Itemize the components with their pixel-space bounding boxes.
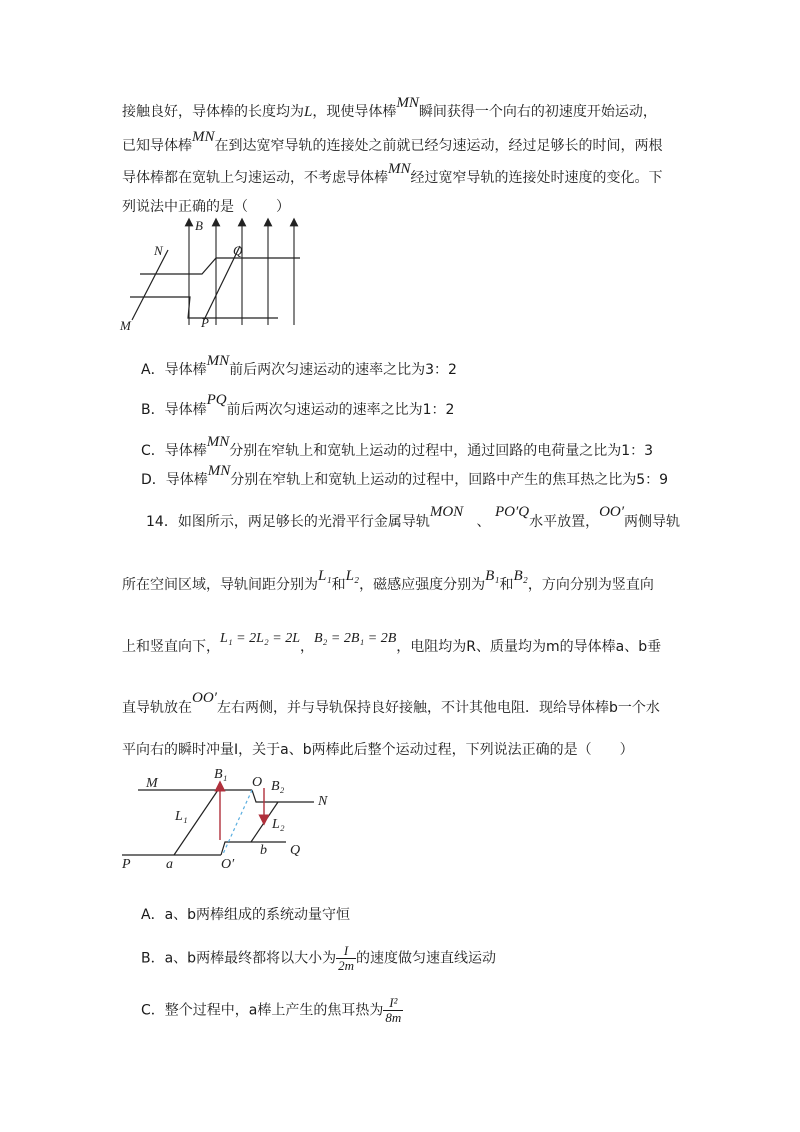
math-OO-prime: OO′ xyxy=(599,504,625,520)
label-B1: B₁ xyxy=(214,767,228,782)
math-MN: MN xyxy=(388,161,411,177)
math-PQ: PQ xyxy=(206,392,227,408)
math-B1: B₁ xyxy=(485,568,500,584)
fraction-I2-over-8m: $\frac{\text{I²}}{8m}$ xyxy=(385,995,402,1025)
fraction-I-over-2m: $\frac{I}{2m}$ xyxy=(338,943,354,973)
math-eq-B: B₂ = 2B₁ = 2B xyxy=(314,631,397,646)
q13-line-1: 接触良好，导体棒的长度均为L，现使导体棒MN瞬间获得一个向右的初速度开始运动， xyxy=(122,95,657,120)
math-POQ: PO′Q xyxy=(494,504,530,520)
q13-option-c: C．导体棒MN分别在窄轨上和宽轨上运动的过程中，通过回路的电荷量之比为1：3 xyxy=(141,434,654,459)
label-M: M xyxy=(146,776,158,791)
label-B: B xyxy=(195,218,203,233)
q13-line-2: 已知导体棒MN在到达宽窄导轨的连接处之前就已经匀速运动，经过足够长的时间，两根 xyxy=(122,129,663,154)
label-N: N xyxy=(318,794,328,809)
q14-line-1: 14．如图所示，两足够长的光滑平行金属导轨MON 、 PO′Q水平放置，OO′两侧导轨 xyxy=(146,504,681,530)
q13-figure xyxy=(118,210,318,340)
rails xyxy=(130,258,300,318)
label-P: P xyxy=(201,315,209,330)
label-Q: Q xyxy=(233,243,243,258)
math-OO-prime: OO′ xyxy=(192,690,217,706)
label-b: b xyxy=(260,843,267,858)
math-B2: B₂ xyxy=(513,568,528,584)
label-P: P xyxy=(122,857,131,870)
label-O-prime: O′ xyxy=(221,857,235,870)
q14-line-3: 上和竖直向下，L₁ = 2L₂ = 2L，B₂ = 2B₁ = 2B，电阻均为R、质量均为m的导体棒a、b垂 xyxy=(122,631,662,655)
math-L1: L₁ xyxy=(318,568,332,584)
label-L1: L₁ xyxy=(175,809,188,824)
q14-figure xyxy=(118,762,348,870)
q13-option-b: B．导体棒PQ前后两次匀速运动的速率之比为1：2 xyxy=(141,392,455,418)
label-O: O xyxy=(252,775,263,790)
math-MN: MN xyxy=(396,95,419,111)
math-L: L xyxy=(304,104,313,120)
q13-option-d: D．导体棒MN分别在窄轨上和宽轨上运动的过程中，回路中产生的焦耳热之比为5：9 xyxy=(141,463,669,488)
label-M: M xyxy=(120,318,131,333)
math-MN: MN xyxy=(207,463,231,479)
q14-option-a: A．a、b两棒组成的系统动量守恒 xyxy=(141,907,351,923)
q13-option-a: A．导体棒MN前后两次匀速运动的速率之比为3：2 xyxy=(141,353,457,378)
q13-line-4: 列说法中正确的是（ ） xyxy=(122,199,290,215)
math-MON: MON xyxy=(429,504,464,520)
math-MN: MN xyxy=(206,434,230,450)
label-B2: B₂ xyxy=(271,779,285,794)
label-L2: L₂ xyxy=(272,817,285,832)
upper-rail xyxy=(140,258,300,274)
math-MN: MN xyxy=(192,129,215,145)
q14-option-c: C．整个过程中，a棒上产生的焦耳热为 $\frac{\text{I²}}{8m}$ xyxy=(141,995,402,1025)
label-N: N xyxy=(154,243,163,258)
q14-line-5: 平向右的瞬时冲量I，关于a、b两棒此后整个运动过程，下列说法正确的是（ ） xyxy=(122,742,634,758)
rods xyxy=(132,246,240,320)
rod-MN xyxy=(132,250,168,320)
math-eq-L: L₁ = 2L₂ = 2L xyxy=(220,631,300,646)
q14-line-2: 所在空间区域，导轨间距分别为L₁和L₂，磁感应强度分别为B₁和B₂，方向分别为竖直向 xyxy=(122,568,654,593)
q14-line-4: 直导轨放在OO′左右两侧，并与导轨保持良好接触，不计其他电阻．现给导体棒b一个水 xyxy=(122,690,660,716)
q14-option-b: B．a、b两棒最终都将以大小为 $\frac{I}{2m}$ 的速度做匀速直线运动 xyxy=(141,943,496,973)
math-L2: L₂ xyxy=(345,568,360,584)
field-arrows xyxy=(189,222,294,325)
label-Q: Q xyxy=(290,843,301,858)
rail-OQ xyxy=(221,842,286,855)
label-a: a xyxy=(166,857,173,870)
boundary-OO-prime xyxy=(223,790,252,854)
q13-line-3: 导体棒都在宽轨上匀速运动，不考虑导体棒MN经过宽窄导轨的连接处时速度的变化。下 xyxy=(122,161,663,186)
math-MN: MN xyxy=(206,353,230,369)
